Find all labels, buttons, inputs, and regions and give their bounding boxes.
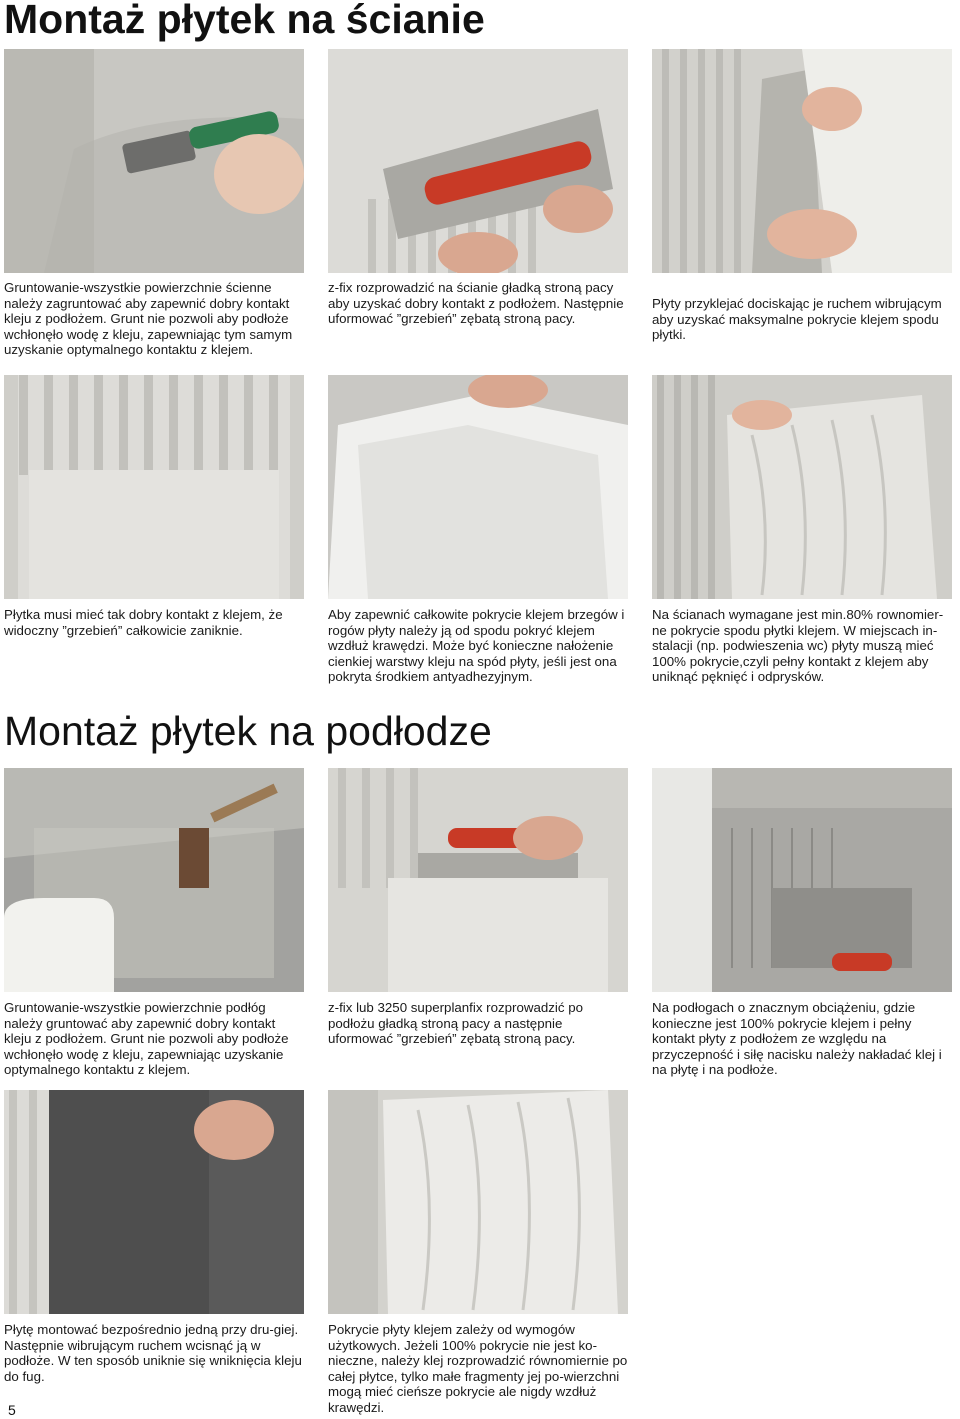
- photo-wall-backbutter: [328, 375, 628, 599]
- section-title-wall: Montaż płytek na ścianie: [4, 0, 485, 42]
- caption-floor-4: Płytę montować bezpośrednio jedną przy dru-giej. Następnie wibrującym ruchem wcisnąć ją w podłoże. W ten sposób uniknie się wniknięcia kleju do fug.: [4, 1322, 302, 1384]
- photo-floor-full-coverage: [652, 768, 952, 992]
- photo-floor-primer-brush: [4, 768, 304, 992]
- photo-wall-coverage: [652, 375, 952, 599]
- caption-wall-1: Gruntowanie-wszystkie powierzchnie ścienne należy zagruntować aby zapewnić dobry kontakt kleju z podłożem. Grunt nie pozwoli aby podłoże wchłonęło wodę z kleju, zapewniając tym samym uzyskanie optymalnego kontaktu z klejem.: [4, 280, 293, 358]
- photo-floor-coverage: [328, 1090, 628, 1314]
- section-title-floor: Montaż płytek na podłodze: [4, 708, 492, 754]
- caption-wall-5: Aby zapewnić całkowite pokrycie klejem brzegów i rogów płyty należy ją od spodu pokryć klejem wzdłuż krawędzi. Może być konieczne nałożenie cienkiej warstwy kleju na spód płyty, jeśli jest ona pokryta środkiem antyadhezyjnym.: [328, 607, 625, 685]
- photo-wall-press-tile: [652, 49, 952, 273]
- photo-wall-tile-contact: [4, 375, 304, 599]
- caption-floor-5: Pokrycie płyty klejem zależy od wymogów użytkowych. Jeżeli 100% pokrycie nie jest ko-nieczne, należy klej rozprowadzić równomiernie po całej płytce, tylko małe fragmenty jej po-wierzchni mogą mieć cieńsze pokrycie ale nigdy wzdłuż krawędzi.: [328, 1322, 628, 1415]
- photo-floor-adhesive-trowel: [328, 768, 628, 992]
- caption-floor-1: Gruntowanie-wszystkie powierzchnie podłóg należy gruntować aby zapewnić dobry kontakt kleju z podłożem. Grunt nie pozwoli aby podłoże wchłonęło wodę z kleju, zapewniając uzyskanie optymalnego kontaktu z klejem.: [4, 1000, 289, 1078]
- page-number: 5: [8, 1402, 16, 1418]
- photo-wall-primer-brush: [4, 49, 304, 273]
- photo-wall-adhesive-trowel: [328, 49, 628, 273]
- caption-wall-2: z-fix rozprowadzić na ścianie gładką stroną pacy aby uzyskać dobry kontakt z podłożem. Następnie uformować ”grzebień” zębatą stroną pacy.: [328, 280, 624, 327]
- caption-floor-2: z-fix lub 3250 superplanfix rozprowadzić po podłożu gładką stroną pacy a następnie uformować ”grzebień” zębatą stroną pacy.: [328, 1000, 583, 1047]
- caption-wall-3: Płyty przyklejać dociskając je ruchem wibrującym aby uzyskać maksymalne pokrycie klejem spodu płytki.: [652, 296, 942, 343]
- caption-floor-3: Na podłogach o znacznym obciążeniu, gdzie konieczne jest 100% pokrycie klejem i pełny kontakt płyty z podłożem ze względu na przyczepność i siłę nacisku należy nakładać klej i na płytę i na podłoże.: [652, 1000, 942, 1078]
- caption-wall-6: Na ścianach wymagane jest min.80% rownomier-ne pokrycie spodu płytki klejem. W miejscach in-stalacji (np. podwieszenia wc) płyty muszą mieć 100% pokrycie,czyli pełny kontakt z klejem aby uniknąć pęknięć i odprysków.: [652, 607, 944, 685]
- photo-floor-lay-tile: [4, 1090, 304, 1314]
- caption-wall-4: Płytka musi mieć tak dobry kontakt z klejem, że widoczny ”grzebień” całkowicie zaniknie.: [4, 607, 283, 638]
